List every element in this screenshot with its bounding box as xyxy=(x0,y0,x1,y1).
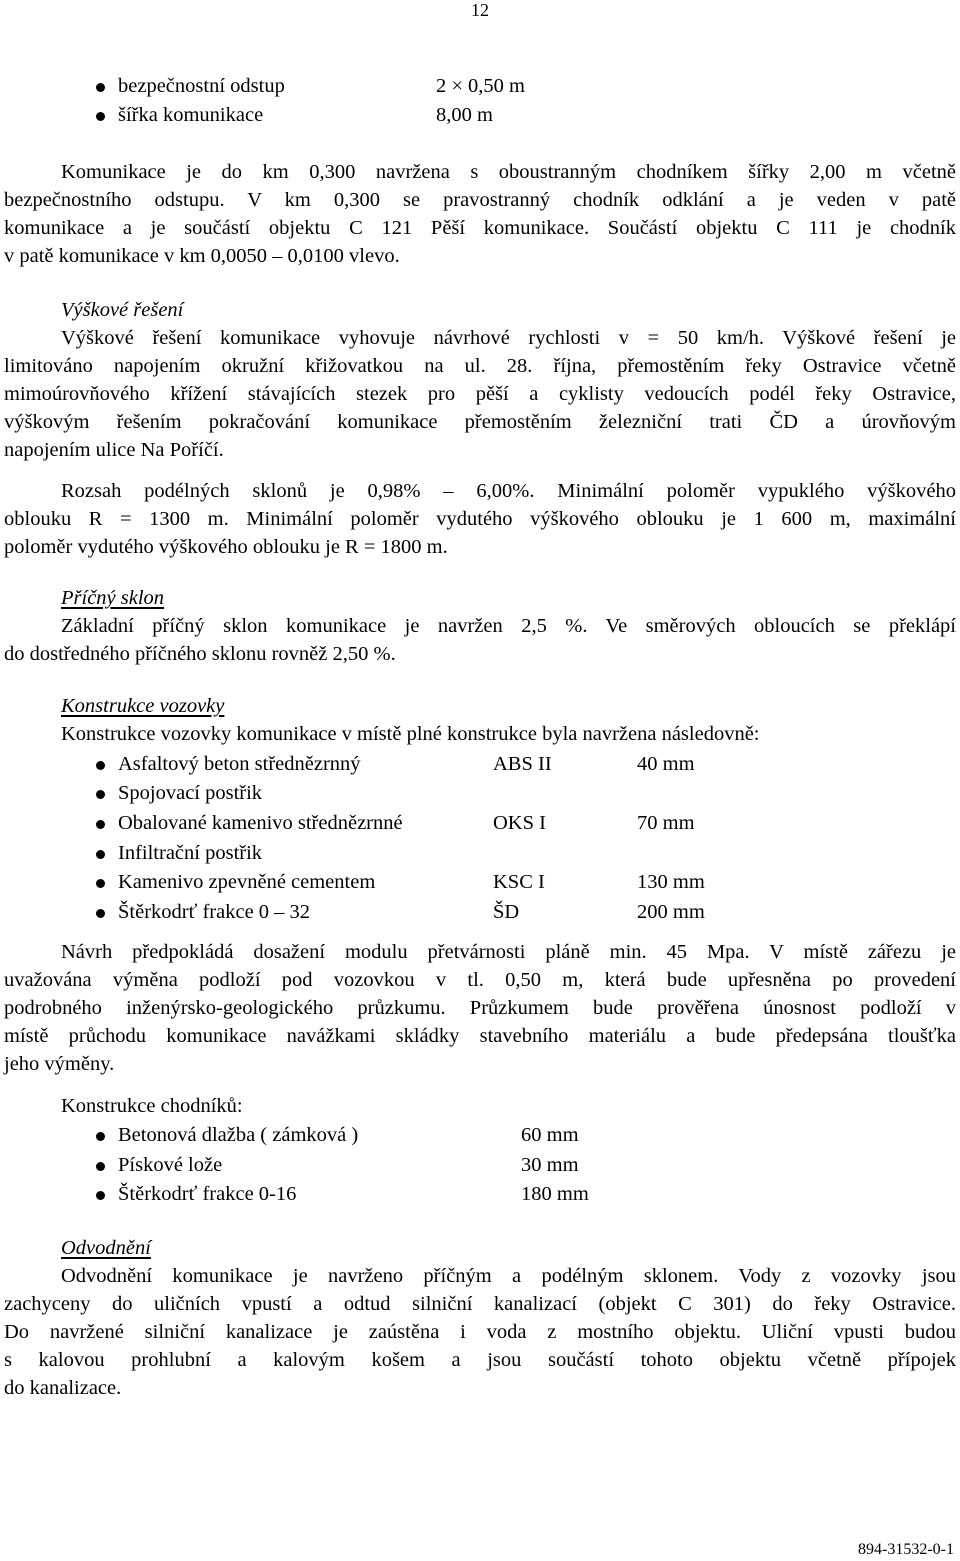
text-line: místě průchodu komunikace navážkami skládky stavebního materiálu a bude předepsána tloušťka xyxy=(4,1025,956,1047)
text-line: oblouku R = 1300 m. Minimální poloměr vydutého výškového oblouku je 1 600 m, maximální xyxy=(4,508,956,530)
layer-code: KSC I xyxy=(493,871,545,893)
layer-thickness: 30 mm xyxy=(521,1154,579,1176)
layer-name: Infiltrační postřik xyxy=(118,842,263,864)
layer-name: Kamenivo zpevněné cementem xyxy=(118,871,376,893)
layer-thickness: 180 mm xyxy=(521,1183,589,1205)
text-line: uvažována výměna podloží pod vozovkou v tl. 0,50 m, která bude upřesněna po provedení xyxy=(4,969,956,991)
text-line: mimoúrovňového křížení stávajících stezek pro pěší a cyklisty vedoucích podél řeky Ostravice, xyxy=(4,383,956,405)
layer-name: Betonová dlažba ( zámková ) xyxy=(118,1124,359,1146)
text-line: jeho výměny. xyxy=(4,1053,115,1075)
text-line: napojením ulice Na Poříčí. xyxy=(4,439,224,461)
layer-code: OKS I xyxy=(493,812,546,834)
bullet-icon xyxy=(96,909,105,918)
section-heading-drainage: Odvodnění xyxy=(61,1237,151,1259)
section-heading-cross-slope: Příčný sklon xyxy=(61,587,165,609)
document-code: 894-31532-0-1 xyxy=(858,1541,954,1558)
text-line: bezpečnostního odstupu. V km 0,300 se pravostranný chodník odklání a je veden v patě xyxy=(4,189,956,211)
text-line: v patě komunikace v km 0,0050 – 0,0100 vlevo. xyxy=(4,245,400,267)
text-line: s kalovou prohlubní a kalovým košem a jsou součástí tohoto objektu včetně přípojek xyxy=(4,1349,956,1371)
section-heading-pavement: Konstrukce vozovky xyxy=(61,695,225,717)
section-heading-vertical: Výškové řešení xyxy=(61,299,184,321)
bullet-icon xyxy=(96,1132,105,1141)
layer-name: Pískové lože xyxy=(118,1154,223,1176)
bullet-icon xyxy=(96,83,105,92)
layer-thickness: 130 mm xyxy=(637,871,705,893)
text-line: poloměr vydutého výškového oblouku je R = 1800 m. xyxy=(4,536,448,558)
bullet-icon xyxy=(96,879,105,888)
bullet-icon xyxy=(96,112,105,121)
text-line: komunikace a je součástí objektu C 121 Pěší komunikace. Součástí objektu C 111 je chodník xyxy=(4,217,956,239)
bullet-icon xyxy=(96,1191,105,1200)
layer-name: Obalované kamenivo střednězrnné xyxy=(118,812,403,834)
text-line: Odvodnění komunikace je navrženo příčným a podélným sklonem. Vody z vozovky jsou xyxy=(61,1265,956,1287)
pavement-intro: Konstrukce vozovky komunikace v místě plné konstrukce byla navržena následovně: xyxy=(61,723,760,745)
text-line: Výškové řešení komunikace vyhovuje návrhové rychlosti v = 50 km/h. Výškové řešení je xyxy=(61,327,956,349)
layer-name: Štěrkodrť frakce 0-16 xyxy=(118,1183,297,1205)
text-line: limitováno napojením okružní křižovatkou na ul. 28. října, přemostěním řeky Ostravice včetně xyxy=(4,355,956,377)
sidewalk-construction-heading: Konstrukce chodníků: xyxy=(61,1095,243,1117)
bullet-icon xyxy=(96,790,105,799)
text-line: do dostředného příčného sklonu rovněž 2,50 %. xyxy=(4,643,396,665)
text-line: do kanalizace. xyxy=(4,1377,122,1399)
layer-name: Spojovací postřik xyxy=(118,782,263,804)
bullet-icon xyxy=(96,820,105,829)
text-line: Komunikace je do km 0,300 navržena s oboustranným chodníkem šířky 2,00 m včetně xyxy=(61,161,956,183)
bullet-icon xyxy=(96,1162,105,1171)
layer-thickness: 70 mm xyxy=(637,812,695,834)
layer-name: Asfaltový beton střednězrnný xyxy=(118,753,361,775)
text-line: podrobného inženýrsko-geologického průzkumu. Průzkumem bude prověřena únosnost podloží v xyxy=(4,997,956,1019)
text-line: výškovým řešením pokračování komunikace přemostěním železniční trati ČD a úrovňovým xyxy=(4,411,956,433)
layer-thickness: 200 mm xyxy=(637,901,705,923)
bullet-icon xyxy=(96,761,105,770)
list-item-label: bezpečnostní odstup xyxy=(118,75,285,97)
layer-code: ABS II xyxy=(493,753,552,775)
list-item-value: 2 × 0,50 m xyxy=(436,75,526,97)
text-line: zachyceny do uličních vpustí a odtud silniční kanalizací (objekt C 301) do řeky Ostravice. xyxy=(4,1293,956,1315)
text-line: Základní příčný sklon komunikace je navržen 2,5 %. Ve směrových obloucích se překlápí xyxy=(61,615,956,637)
layer-code: ŠD xyxy=(493,901,520,923)
list-item-value: 8,00 m xyxy=(436,104,493,126)
page-number: 12 xyxy=(471,0,489,20)
list-item-label: šířka komunikace xyxy=(118,104,264,126)
layer-thickness: 40 mm xyxy=(637,753,695,775)
layer-thickness: 60 mm xyxy=(521,1124,579,1146)
text-line: Rozsah podélných sklonů je 0,98% – 6,00%. Minimální poloměr vypuklého výškového xyxy=(61,480,956,502)
bullet-icon xyxy=(96,850,105,859)
text-line: Návrh předpokládá dosažení modulu přetvárnosti pláně min. 45 Mpa. V místě zářezu je xyxy=(61,941,956,963)
text-line: Do navržené silniční kanalizace je zaústěna i voda z mostního objektu. Uliční vpusti budou xyxy=(4,1321,956,1343)
layer-name: Štěrkodrť frakce 0 – 32 xyxy=(118,901,311,923)
